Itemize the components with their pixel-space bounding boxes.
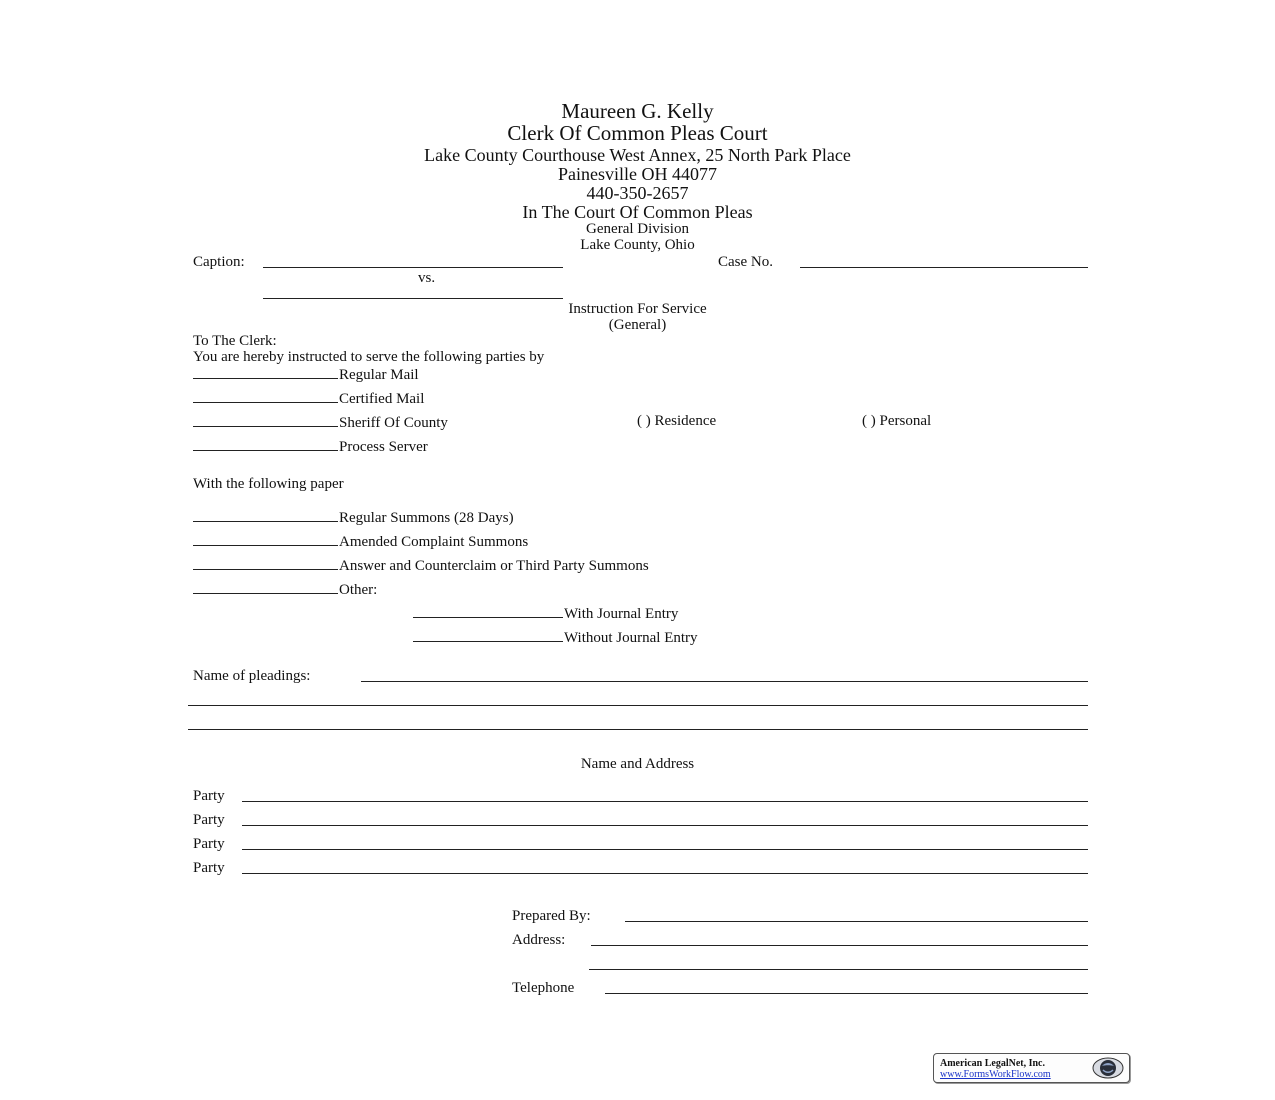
- process-server-blank[interactable]: [193, 438, 338, 451]
- instruction-intro: You are hereby instructed to serve the following parties by: [193, 349, 545, 365]
- caption-plaintiff-field[interactable]: [263, 267, 563, 268]
- other-blank[interactable]: [193, 581, 338, 594]
- preparer-address-label: Address:: [512, 932, 566, 948]
- paper-amended-complaint: [193, 533, 528, 550]
- answer-counterclaim-blank[interactable]: [193, 557, 338, 570]
- sheriff-blank[interactable]: [193, 414, 338, 427]
- party-field[interactable]: [242, 849, 1088, 850]
- case-number-field[interactable]: [800, 267, 1088, 268]
- journal-option-label: With Journal Entry: [564, 606, 679, 622]
- parties-heading: Name and Address: [580, 756, 695, 772]
- paper-label: Regular Summons (28 Days): [339, 510, 514, 526]
- pleadings-field-1[interactable]: [361, 681, 1088, 682]
- papers-heading: With the following paper: [193, 476, 344, 492]
- versus-label: vs.: [418, 270, 436, 286]
- preparer-address-field-1[interactable]: [591, 945, 1088, 946]
- party-label: Party: [193, 812, 225, 828]
- logo-url-link[interactable]: www.FormsWorkFlow.com: [940, 1069, 1051, 1080]
- preparer-address-field-2[interactable]: [589, 969, 1088, 970]
- to-clerk-label: To The Clerk:: [193, 333, 277, 349]
- without-journal-entry: [413, 629, 698, 646]
- pleadings-field-3[interactable]: [188, 729, 1088, 730]
- service-method-label: Regular Mail: [339, 367, 419, 383]
- service-method-label: Sheriff Of County: [339, 415, 448, 431]
- party-field[interactable]: [242, 825, 1088, 826]
- caption-defendant-field[interactable]: [263, 298, 563, 299]
- paper-other: [193, 581, 377, 598]
- pleadings-field-2[interactable]: [188, 705, 1088, 706]
- certified-mail-blank[interactable]: [193, 390, 338, 403]
- prepared-by-label: Prepared By:: [512, 908, 591, 924]
- service-process-server: [193, 438, 428, 455]
- with-journal-blank[interactable]: [413, 605, 563, 618]
- party-field[interactable]: [242, 873, 1088, 874]
- party-label: Party: [193, 836, 225, 852]
- paper-answer-counterclaim: [193, 557, 649, 574]
- amended-complaint-blank[interactable]: [193, 533, 338, 546]
- party-label: Party: [193, 860, 225, 876]
- service-method-label: Certified Mail: [339, 391, 425, 407]
- court-name: In The Court Of Common Pleas: [522, 202, 753, 222]
- service-sheriff: [193, 414, 448, 431]
- paper-label: Other:: [339, 582, 378, 598]
- case-number-label: Case No.: [718, 254, 773, 270]
- party-field[interactable]: [242, 801, 1088, 802]
- regular-summons-blank[interactable]: [193, 509, 338, 522]
- with-journal-entry: [413, 605, 678, 622]
- clerk-title: Clerk Of Common Pleas Court: [507, 121, 768, 145]
- court-phone: 440-350-2657: [586, 183, 689, 203]
- form-subtitle: (General): [608, 317, 667, 333]
- residence-option[interactable]: ( ) Residence: [637, 413, 717, 429]
- service-certified-mail: [193, 390, 424, 407]
- logo-brand: American LegalNet, Inc.: [940, 1058, 1045, 1069]
- paper-regular-summons: [193, 509, 514, 526]
- personal-option[interactable]: ( ) Personal: [862, 413, 932, 429]
- court-county: Lake County, Ohio: [580, 237, 695, 253]
- american-legalnet-logo: [933, 1053, 1130, 1083]
- paper-label: Answer and Counterclaim or Third Party Summons: [339, 558, 649, 574]
- service-method-label: Process Server: [339, 439, 428, 455]
- without-journal-blank[interactable]: [413, 629, 563, 642]
- party-label: Party: [193, 788, 225, 804]
- caption-label: Caption:: [193, 254, 245, 270]
- preparer-telephone-field[interactable]: [605, 993, 1088, 994]
- court-address: Lake County Courthouse West Annex, 25 North Park Place: [424, 145, 851, 165]
- pleadings-label: Name of pleadings:: [193, 668, 311, 684]
- form-title: Instruction For Service: [568, 301, 707, 317]
- paper-label: Amended Complaint Summons: [339, 534, 529, 550]
- journal-option-label: Without Journal Entry: [564, 630, 698, 646]
- court-division: General Division: [586, 221, 689, 237]
- preparer-telephone-label: Telephone: [512, 980, 575, 996]
- globe-icon: [1091, 1056, 1125, 1080]
- prepared-by-field[interactable]: [625, 921, 1088, 922]
- service-regular-mail: [193, 366, 419, 383]
- regular-mail-blank[interactable]: [193, 366, 338, 379]
- court-city: Painesville OH 44077: [558, 164, 717, 184]
- clerk-name: Maureen G. Kelly: [561, 99, 714, 123]
